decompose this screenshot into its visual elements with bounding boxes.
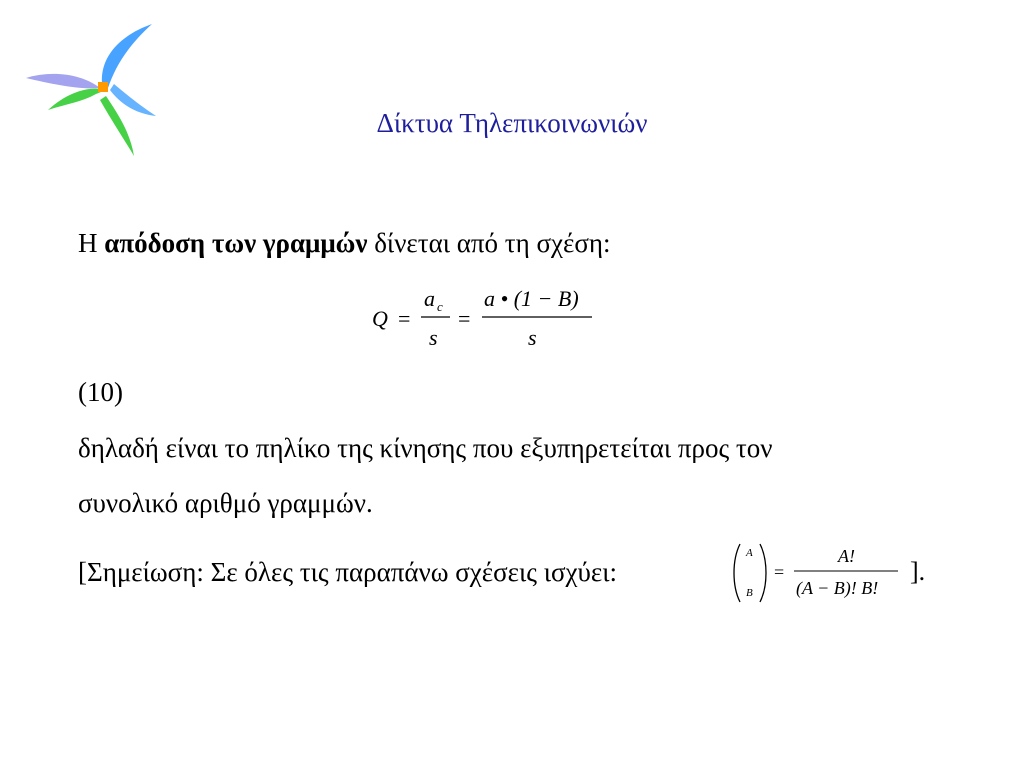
binom-left-paren [734, 544, 740, 602]
slide-title: Δίκτυα Τηλεπικοινωνιών [376, 108, 648, 138]
intro-prefix: Η [78, 228, 105, 258]
equation-number: (10) [78, 377, 123, 407]
formula-eq2: = [458, 306, 471, 331]
note-text: [Σημείωση: Σε όλες τις παραπάνω σχέσεις ισχύει: [78, 557, 617, 587]
explanation-line-1: δηλαδή είναι το πηλίκο της κίνησης που εξυπηρετείται προς τον [78, 433, 773, 463]
intro-line [78, 228, 611, 259]
binom-eq: = [774, 562, 785, 582]
binomial-identity [730, 540, 940, 606]
formula-lhs: Q [372, 306, 388, 331]
binom-frac-num: A! [838, 546, 855, 566]
intro-bold-term: απόδοση των γραμμών [104, 228, 368, 258]
binom-bottom: B [746, 587, 753, 599]
explanation-line-2: συνολικό αριθμό γραμμών. [78, 488, 373, 518]
formula-eq1: = [398, 306, 411, 331]
formula-frac1-num-sub: c [437, 299, 443, 314]
efficiency-formula [366, 284, 606, 354]
binom-frac-den: (A − B)! B! [796, 578, 879, 598]
formula-frac2-num: a • (1 − B) [484, 286, 579, 311]
binom-right-paren [760, 544, 766, 602]
intro-suffix: δίνεται από τη σχέση: [367, 228, 611, 258]
binom-top: A [746, 547, 753, 559]
formula-frac1-den: s [429, 325, 438, 350]
note-closing: ]. [910, 557, 926, 586]
formula-frac2-den: s [528, 325, 537, 350]
formula-frac1-num: a [424, 286, 435, 311]
